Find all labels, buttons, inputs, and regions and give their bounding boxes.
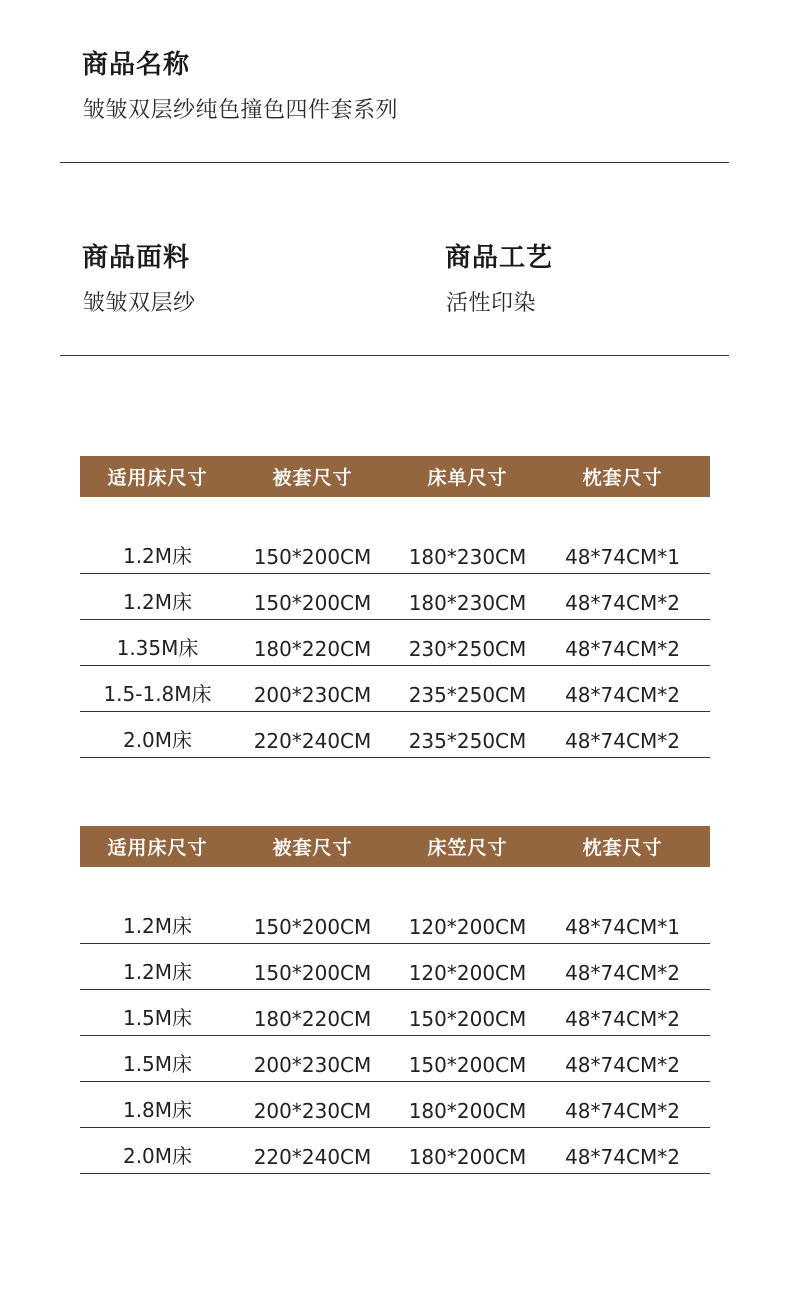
table-cell: 235*250CM [408, 683, 527, 707]
table-row [80, 1128, 710, 1174]
table-cell: 220*240CM [253, 729, 372, 753]
table-row [80, 712, 710, 758]
table-body [80, 898, 710, 1174]
table-cell: 200*230CM [253, 1053, 372, 1077]
table-header-cell: 床笠尺寸 [427, 837, 508, 859]
table-cell: 48*74CM*1 [565, 545, 680, 569]
table-row [80, 666, 710, 712]
table-cell: 48*74CM*1 [565, 915, 680, 939]
table-cell: 2.0M床 [122, 728, 193, 752]
table-header-cell: 适用床尺寸 [107, 467, 208, 489]
table-cell: 48*74CM*2 [565, 961, 680, 985]
table-cell: 48*74CM*2 [565, 1007, 680, 1031]
table-cell: 48*74CM*2 [565, 683, 680, 707]
table-cell: 48*74CM*2 [565, 637, 680, 661]
table-cell: 48*74CM*2 [565, 729, 680, 753]
table-cell: 2.0M床 [122, 1144, 193, 1168]
table-cell: 1.2M床 [122, 960, 193, 984]
table-cell: 180*220CM [253, 637, 372, 661]
product-name-label: 商品名称 [82, 50, 191, 80]
product-fabric-label: 商品面料 [82, 243, 191, 273]
table-cell: 120*200CM [408, 961, 527, 985]
table-row [80, 1036, 710, 1082]
table-header-cell: 被套尺寸 [272, 467, 353, 489]
table-cell: 180*230CM [408, 591, 527, 615]
table-cell: 150*200CM [253, 915, 372, 939]
table-cell: 1.5-1.8M床 [103, 682, 212, 706]
table-cell: 150*200CM [253, 591, 372, 615]
product-craft-value: 活性印染 [446, 291, 537, 316]
table-cell: 48*74CM*2 [565, 591, 680, 615]
table-header [80, 826, 710, 867]
table-row [80, 574, 710, 620]
table-cell: 235*250CM [408, 729, 527, 753]
table-header [80, 456, 710, 497]
table-row [80, 620, 710, 666]
table-header-cell: 枕套尺寸 [582, 467, 663, 489]
table-cell: 180*200CM [408, 1145, 527, 1169]
table-cell: 1.8M床 [122, 1098, 193, 1122]
table-header-cell: 被套尺寸 [272, 837, 353, 859]
divider [60, 162, 729, 163]
table-cell: 1.35M床 [116, 636, 199, 660]
table-row [80, 1082, 710, 1128]
table-cell: 48*74CM*2 [565, 1145, 680, 1169]
product-craft-label: 商品工艺 [445, 243, 554, 273]
table-cell: 1.5M床 [122, 1052, 193, 1076]
table-cell: 1.2M床 [122, 914, 193, 938]
table-cell: 180*220CM [253, 1007, 372, 1031]
table-cell: 230*250CM [408, 637, 527, 661]
table-cell: 150*200CM [408, 1053, 527, 1077]
table-row [80, 898, 710, 944]
table-cell: 48*74CM*2 [565, 1099, 680, 1123]
table-cell: 120*200CM [408, 915, 527, 939]
table-row [80, 990, 710, 1036]
table-cell: 48*74CM*2 [565, 1053, 680, 1077]
size-table-fitted [80, 826, 710, 1174]
size-table-sheet [80, 456, 710, 758]
divider [60, 355, 729, 356]
table-cell: 150*200CM [253, 961, 372, 985]
table-cell: 150*200CM [253, 545, 372, 569]
table-cell: 180*200CM [408, 1099, 527, 1123]
product-fabric-value: 皱皱双层纱 [83, 291, 196, 316]
table-cell: 200*230CM [253, 683, 372, 707]
table-header-cell: 床单尺寸 [427, 467, 508, 489]
product-name-value: 皱皱双层纱纯色撞色四件套系列 [83, 98, 399, 123]
table-cell: 1.5M床 [122, 1006, 193, 1030]
table-cell: 180*230CM [408, 545, 527, 569]
table-cell: 200*230CM [253, 1099, 372, 1123]
table-cell: 1.2M床 [122, 544, 193, 568]
table-header-cell: 枕套尺寸 [582, 837, 663, 859]
table-cell: 220*240CM [253, 1145, 372, 1169]
table-row [80, 944, 710, 990]
table-cell: 1.2M床 [122, 590, 193, 614]
table-header-cell: 适用床尺寸 [107, 837, 208, 859]
table-body [80, 528, 710, 758]
table-cell: 150*200CM [408, 1007, 527, 1031]
table-row [80, 528, 710, 574]
